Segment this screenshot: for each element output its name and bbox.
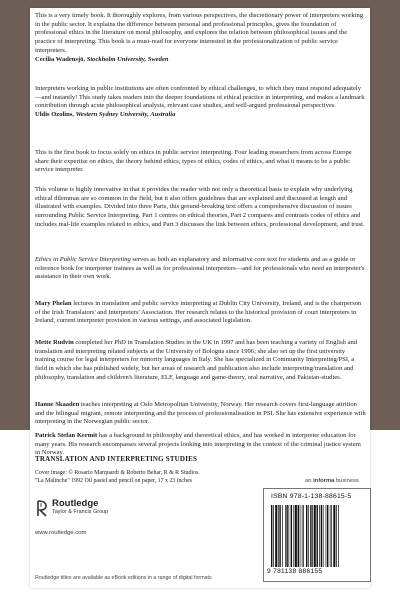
publisher-group: Taylor & Francis Group <box>52 508 109 515</box>
informa-suffix: business <box>334 478 359 484</box>
routledge-logo <box>35 499 108 518</box>
informa-business-label <box>305 478 359 484</box>
isbn-barcode-box <box>263 488 371 582</box>
description-p3 <box>35 256 366 282</box>
bio-3 <box>35 401 366 427</box>
publisher-name: Routledge <box>52 498 99 509</box>
book-title-inline: Ethics in Public Service Interpreting <box>35 256 131 263</box>
description-p3-text: serves as both an explanatory and informative core text for students and as a guide or reference book for interpreter trainees as well as for professional interpreters—and for professionals who need an interpreter's assistance in their own work. <box>35 256 365 281</box>
series-title: TRANSLATION AND INTERPRETING STUDIES <box>35 455 198 463</box>
routledge-logo-text <box>52 499 108 516</box>
bio-1-text: lectures in translation and public service interpreting at Dublin City University, Ireland, and is the chairperson of the Irish Translators' and Interpreters' Association. Her research relates to the historical provision of court interpreters in Ireland, current interpreter provision in various settings, and associated legislation. <box>35 300 362 325</box>
informa-prefix: an <box>305 478 314 484</box>
description-paragraph-1 <box>35 149 366 175</box>
bio-1-name: Mary Phelan <box>35 300 72 307</box>
cover-credit-line-2: "La Malinche" 1992 Oil pastel and pencil on paper, 17 x 23 inches <box>35 477 192 484</box>
barcode-digits: 9 781138 886155 <box>267 568 323 575</box>
barcode-icon <box>268 505 366 569</box>
description-paragraph-2 <box>35 186 366 230</box>
endorsement-1-affiliation: Stockholm University, Sweden <box>86 55 169 63</box>
isbn-number: ISBN 978-1-138-88615-5 <box>271 493 352 500</box>
endorsement-1-text: This is a very timely book. It thoroughly explores, from various perspectives, the discretionary power of interpreters working in the public sector. It explains the difference between personal and professional principles, gives the foundation of professional ethics in the literature on moral philosophy, and explores the relation between philosophical issues and the practice of interpreting. This book is a must-read for everyone interested in the professionalization of public service interpreters. <box>35 12 363 54</box>
bio-mary-phelan <box>35 300 366 326</box>
bio-2-name: Mette Rudvin <box>35 339 74 346</box>
bio-3-text: teaches interpreting at Oslo Metropolitan University, Norway. Her research covers first-language attrition and the bilingual migrant, remote interpreting and the process of professionalisation in PSI. She has extensive experience with interpreting in the Norwegian public sector. <box>35 401 366 426</box>
bio-1 <box>35 300 366 326</box>
endorsement-1-author-name: Cecilia Wadensjö, <box>35 55 86 63</box>
routledge-logo-icon <box>35 499 49 518</box>
description-p1-text: This is the first book to focus solely on ethics in public service interpreting. Four leading researchers from across Europe share their expertise on ethics, the theory behind ethics, types of ethics, codes of ethics, and what it means to be a public service interpreter. <box>35 149 352 174</box>
bio-2-text: completed her PhD in Translation Studies in the UK in 1997 and has been teaching a variety of English and translation and interpreting related subjects at the University of Bologna since 1996; she also set up the first university training course for legal interpreters for minority languages in Italy. She has specialized in Community Interpreting/PSI, a field in which she has published widely, but her areas of research and publication also include interpreting/translation and philosophy, translation and children's literature, ELF, language and game-theory, oral narrative, and Pakistan-studies. <box>35 339 358 381</box>
bio-4-text: has a background in philosophy and theoretical ethics, and has worked in interpreter education for many years. His research encompasses several projects looking into interpreting in the context of the criminal justice system in Norway. <box>35 432 361 457</box>
endorsement-2-affiliation: Western Sydney University, Australia <box>75 111 176 119</box>
ebook-note: Routledge titles are available as eBook editions in a range of digital formats <box>35 575 212 581</box>
publisher-website: www.routledge.com <box>35 530 87 536</box>
description-paragraph-3 <box>35 256 366 282</box>
bio-2 <box>35 339 366 383</box>
text-panel <box>30 8 370 588</box>
bio-3-name: Hanne Skaaden <box>35 401 80 408</box>
endorsement-2-author <box>35 111 366 120</box>
endorsement-2 <box>35 85 366 120</box>
endorsement-1-author <box>35 56 366 65</box>
endorsement-2-author-name: Uldis Ozolins, <box>35 111 74 119</box>
bio-mette-rudvin <box>35 339 366 383</box>
endorsement-2-text: Interpreters working in public institutions are often confronted by ethical challenges, to which they must respond adequately—and instantly! This study takes readers into the deeper foundations of ethical practice in interpreting, and makes a landmark contribution through acute philosophical analysis, relevant case studies, and well-argued professional perspectives. <box>35 85 365 110</box>
description-p2-text: This volume is highly innovative in that it provides the reader with not only a theoretical basis to explain why underlying ethical dilemmas are so common in the field, but it also offers guidelines that are explained and discussed at length and illustrated with examples. Divided into three Parts, this ground-breaking text offers a comprehensive discussion of issues surrounding Public Service Interpreting. Part 1 centres on ethical theories, Part 2 compares and contrasts codes of ethics and includes real-life examples related to ethics, and Part 3 discusses the link between ethics, professional development, and trust. <box>35 186 365 228</box>
cover-credit-line-1: Cover image: © Rosario Marquardt & Roberto Behar, R & R Studios. <box>35 470 200 476</box>
bio-hanne-skaaden <box>35 401 366 427</box>
informa-brand: informa <box>313 478 335 484</box>
cover-credit <box>35 470 235 486</box>
bio-4-name: Patrick Stefan Kermit <box>35 432 98 439</box>
endorsement-1 <box>35 12 366 64</box>
